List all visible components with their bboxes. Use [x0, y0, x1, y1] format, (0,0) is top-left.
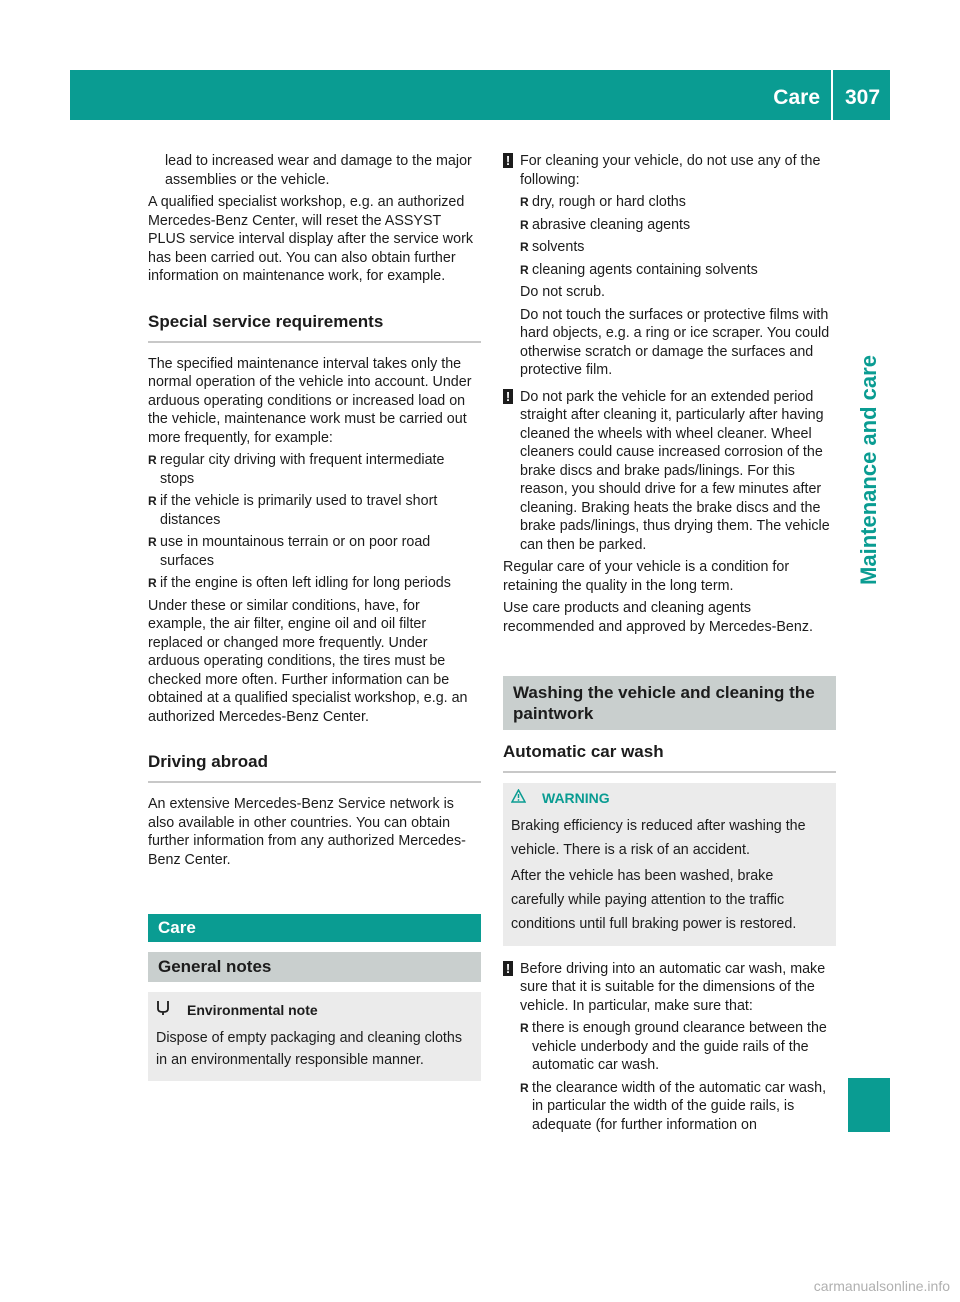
paragraph: Regular care of your vehicle is a condition for retaining the quality in the long term. [503, 559, 790, 594]
list-item: R solvents [520, 238, 836, 257]
notice-text: For cleaning your vehicle, do not use any of the following: [520, 153, 821, 188]
paragraph: Do not scrub. [520, 284, 606, 300]
side-tab [848, 320, 890, 620]
environmental-note-text: Dispose of empty packaging and cleaning cloths in an environmentally responsible manner. [156, 1029, 462, 1068]
notice-icon: ! [503, 389, 513, 404]
paragraph: lead to increased wear and damage to the major assemblies or the vehicle. [165, 153, 472, 188]
heading-automatic-car-wash: Automatic car wash [503, 742, 836, 773]
list-item: R abrasive cleaning agents [520, 216, 836, 235]
warning-text: After the vehicle has been washed, brake carefully while paying attention to the traffic conditions until full braking power is restored. [511, 867, 797, 932]
warning-icon [511, 789, 525, 808]
paragraph: An extensive Mercedes-Benz Service network is also available in other countries. You can obtain further information from any authorized Mercedes-Benz Center. [148, 796, 466, 868]
environmental-note [148, 992, 481, 1081]
notice-text: Do not park the vehicle for an extended period straight after cleaning it, particularly after having cleaned the wheels with wheel cleaner. Wheel cleaners could cause increased corrosion of the brake discs and brake pads/linings. For this reason, you should drive for a few minutes after cleaning. Braking heats the brake discs and the brake pads/linings, thus drying them. The vehicle can then be parked. [520, 388, 830, 553]
list-item: R if the vehicle is primarily used to travel short distances [148, 492, 481, 529]
paragraph: Do not touch the surfaces or protective films with hard objects, e.g. a ring or ice scraper. You could otherwise scratch or damage the surfaces and protective film. [520, 306, 830, 378]
paragraph: A qualified specialist workshop, e.g. an authorized Mercedes-Benz Center, will reset the ASSYST PLUS service interval display after the service work has been carried out. You can also obtain further information on maintenance work, for example. [148, 194, 473, 284]
header-separator [831, 70, 833, 120]
heading-driving-abroad: Driving abroad [148, 752, 481, 783]
environment-icon [156, 1000, 170, 1021]
section-title: Care [773, 86, 820, 109]
notice-icon: ! [503, 153, 513, 168]
list-item: R cleaning agents containing solvents [520, 261, 836, 280]
list-item: R use in mountainous terrain or on poor road surfaces [148, 533, 481, 570]
paragraph: Use care products and cleaning agents recommended and approved by Mercedes-Benz. [503, 600, 813, 635]
right-column [503, 152, 836, 1138]
header-bar [70, 70, 890, 120]
list-item: R there is enough ground clearance between the vehicle underbody and the guide rails of the automatic car wash. [520, 1019, 836, 1075]
bullet-list [148, 451, 481, 593]
environmental-note-heading: Environmental note [187, 1002, 318, 1018]
heading-special-service: Special service requirements [148, 312, 481, 343]
paragraph: Under these or similar conditions, have, for example, the air filter, engine oil and oil filter replaced or changed more frequently. Under arduous operating conditions, the tires must be checked more often. Further information can be obtained at a qualified specialist workshop, e.g. an authorized Mercedes-Benz Center. [148, 597, 468, 725]
warning-label: WARNING [542, 790, 610, 806]
notice [503, 388, 836, 555]
left-column [148, 152, 481, 1081]
notice-text: Before driving into an automatic car wash, make sure that it is suitable for the dimensions of the vehicle. In particular, make sure that: [520, 960, 826, 1014]
warning-box [503, 783, 836, 946]
watermark: carmanualsonline.info [813, 1278, 950, 1294]
bullet-list [503, 193, 836, 279]
notice-icon: ! [503, 961, 513, 976]
washing-section-bar: Washing the vehicle and cleaning the paintwork [503, 676, 836, 730]
paragraph: The specified maintenance interval takes only the normal operation of the vehicle into account. Under arduous operating conditions or increased load on the vehicle, maintenance work must be carried out more frequently, for example: [148, 355, 472, 446]
general-notes-bar: General notes [148, 952, 481, 982]
side-tab-label: Maintenance and care [856, 355, 881, 585]
notice [503, 960, 836, 1016]
care-section-bar: Care [148, 914, 481, 942]
notice [503, 152, 836, 189]
list-item: R if the engine is often left idling for long periods [148, 574, 481, 593]
bullet-list [503, 1019, 836, 1134]
side-marker [848, 1078, 890, 1132]
list-item: R the clearance width of the automatic car wash, in particular the width of the guide rails, is adequate (for further information on [520, 1079, 836, 1135]
page-number: 307 [845, 86, 881, 109]
list-item: R dry, rough or hard cloths [520, 193, 836, 212]
warning-text: Braking efficiency is reduced after washing the vehicle. There is a risk of an accident. [511, 817, 806, 858]
list-item: R regular city driving with frequent intermediate stops [148, 451, 481, 488]
